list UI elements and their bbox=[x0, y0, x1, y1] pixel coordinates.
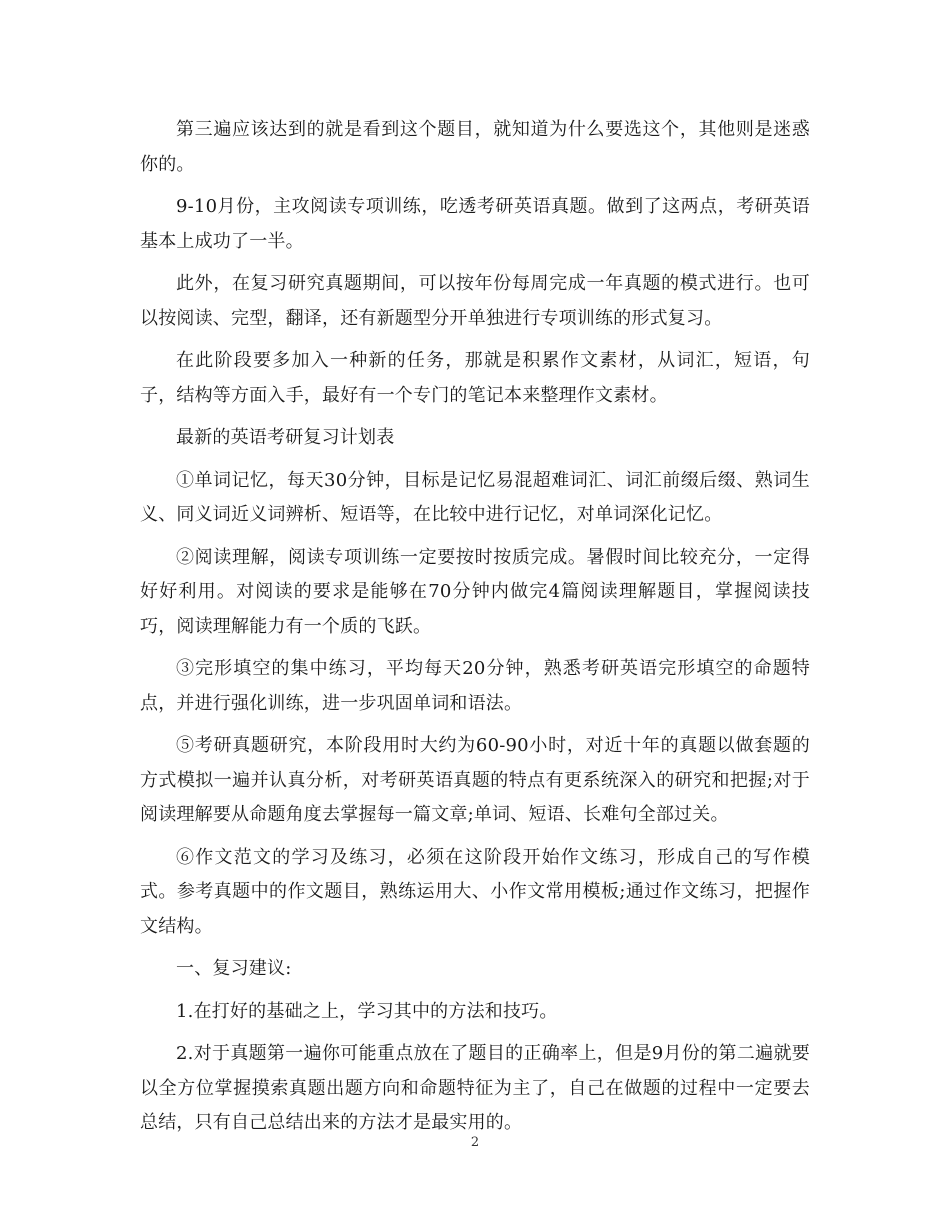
list-item: ③完形填空的集中练习，平均每天20分钟，熟悉考研英语完形填空的命题特点，并进行强化训练，进一步巩固单词和语法。 bbox=[140, 658, 810, 714]
list-item: ⑥作文范文的学习及练习，必须在这阶段开始作文练习，形成自己的写作模式。参考真题中的作文题目，熟练运用大、小作文常用模板;通过作文练习，把握作文结构。 bbox=[140, 846, 810, 937]
list-item: 1.在打好的基础之上，学习其中的方法和技巧。 bbox=[176, 1000, 558, 1022]
list-item: 2.对于真题第一遍你可能重点放在了题目的正确率上，但是9月份的第二遍就要以全方位掌握摸索真题出题方向和命题特征为主了，自己在做题的过程中一定要去总结，只有自己总结出来的方法才是最实用的。 bbox=[140, 1043, 810, 1133]
document-body bbox=[140, 113, 810, 1149]
paragraph: 在此阶段要多加入一种新的任务，那就是积累作文素材，从词汇，短语，句子，结构等方面入手，最好有一个专门的笔记本来整理作文素材。 bbox=[140, 350, 810, 406]
section-heading: 最新的英语考研复习计划表 bbox=[176, 427, 395, 448]
page-number: 2 bbox=[470, 1135, 480, 1150]
section-heading: 一、复习建议: bbox=[176, 958, 292, 979]
list-item: ②阅读理解，阅读专项训练一定要按时按质完成。暑假时间比较充分，一定得好好利用。对阅读的要求是能够在70分钟内做完4篇阅读理解题目，掌握阅读技巧，阅读理解能力有一个质的飞跃。 bbox=[140, 546, 810, 637]
paragraph: 第三遍应该达到的就是看到这个题目，就知道为什么要选这个，其他则是迷惑你的。 bbox=[140, 119, 810, 175]
paragraph: 此外，在复习研究真题期间，可以按年份每周完成一年真题的模式进行。也可以按阅读、完型，翻译，还有新题型分开单独进行专项训练的形式复习。 bbox=[140, 273, 810, 329]
paragraph: 9-10月份，主攻阅读专项训练，吃透考研英语真题。做到了这两点，考研英语基本上成功了一半。 bbox=[140, 196, 810, 252]
list-item: ①单词记忆，每天30分钟，目标是记忆易混超难词汇、词汇前缀后缀、熟词生义、同义词近义词辨析、短语等，在比较中进行记忆，对单词深化记忆。 bbox=[140, 469, 810, 525]
list-item: ⑤考研真题研究，本阶段用时大约为60-90小时，对近十年的真题以做套题的方式模拟一遍并认真分析，对考研英语真题的特点有更系统深入的研究和把握;对于阅读理解要从命题角度去掌握每一篇文章;单词、短语、长难句全部过关。 bbox=[140, 735, 810, 825]
